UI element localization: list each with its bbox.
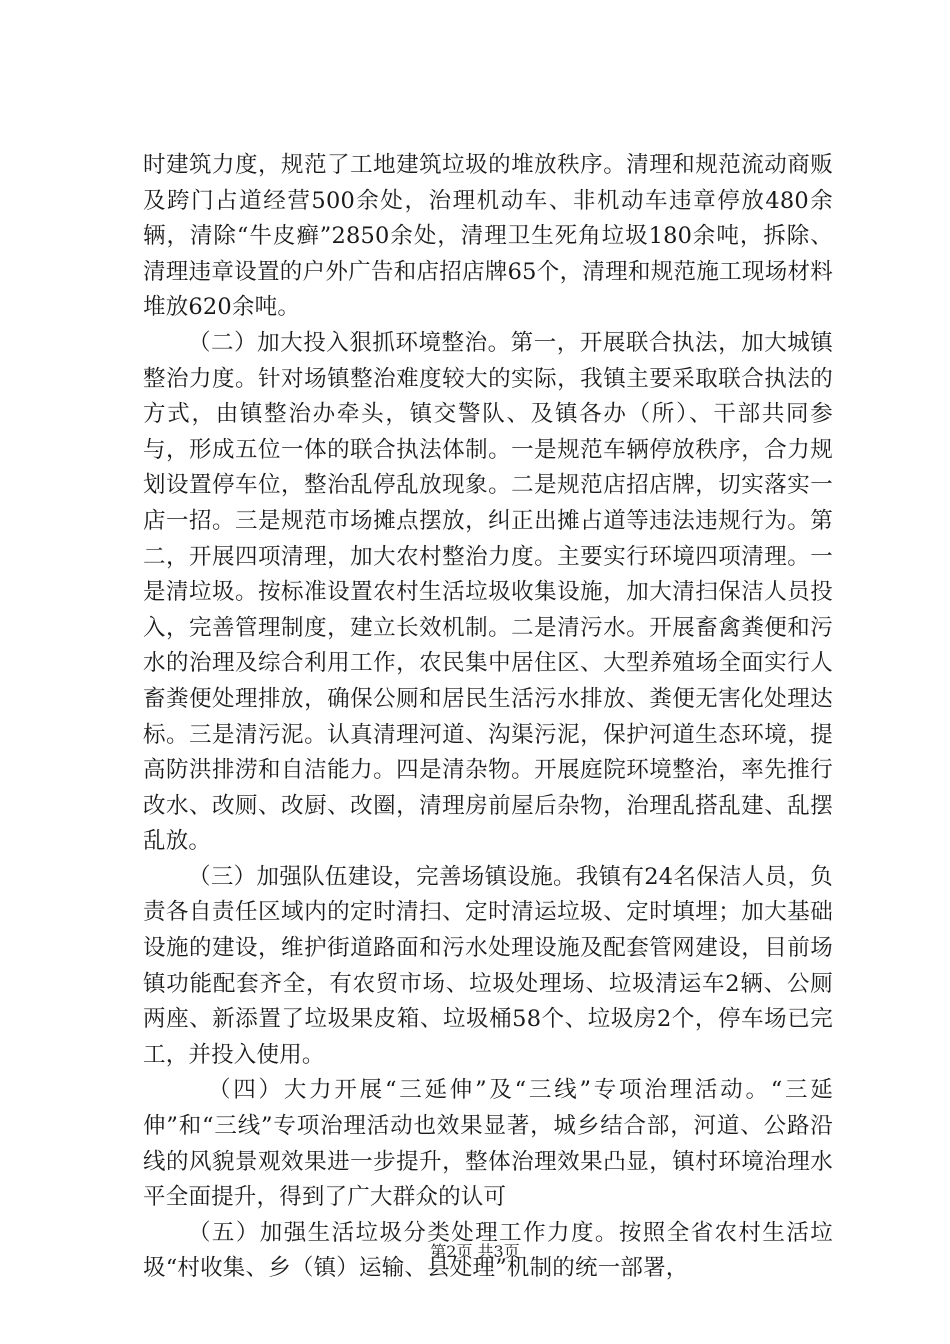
paragraph-section-5: （五）加强生活垃圾分类处理工作力度。按照全省农村生活垃圾“村收集、乡（镇）运输、县处理”机制的统一部署， [143, 1219, 833, 1282]
paragraph-section-4: （四）大力开展“三延伸”及“三线”专项治理活动。“三延伸”和“三线”专项治理活动也效果显著，城乡结合部，河道、公路沿线的风貌景观效果进一步提升，整体治理效果凸显，镇村环境治理水平全面提升，得到了广大群众的认可 [143, 1077, 833, 1211]
paragraph-continuation: 时建筑力度，规范了工地建筑垃圾的堆放秩序。清理和规范流动商贩及跨门占道经营500余处，治理机动车、非机动车违章停放480余辆，清除“牛皮癣”2850余处，清理卫生死角垃圾180余吨，拆除、清理违章设置的户外广告和店招店牌65个，清理和规范施工现场材料堆放620余吨。 [143, 152, 833, 321]
paragraph-section-2: （二）加大投入狠抓环境整治。第一，开展联合执法，加大城镇整治力度。针对场镇整治难度较大的实际，我镇主要采取联合执法的方式，由镇整治办牵头，镇交警队、及镇各办（所）、干部共同参与，形成五位一体的联合执法体制。一是规范车辆停放秩序，合力规划设置停车位，整治乱停乱放现象。二是规范店招店牌，切实落实一店一招。三是规范市场摊点摆放，纠正出摊占道等违法违规行为。第二，开展四项清理，加大农村整治力度。主要实行环境四项清理。一是清垃圾。按标准设置农村生活垃圾收集设施，加大清扫保洁人员投入，完善管理制度，建立长效机制。二是清污水。开展畜禽粪便和污水的治理及综合利用工作，农民集中居住区、大型养殖场全面实行人畜粪便处理排放，确保公厕和居民生活污水排放、粪便无害化处理达标。三是清污泥。认真清理河道、沟渠污泥，保护河道生态环境，提高防洪排涝和自洁能力。四是清杂物。开展庭院环境整治，率先推行改水、改厕、改厨、改圈，清理房前屋后杂物，治理乱搭乱建、乱摆乱放。 [143, 329, 833, 855]
page-number-footer: 第2页 共3页 [430, 1242, 520, 1261]
paragraph-section-3: （三）加强队伍建设，完善场镇设施。我镇有24名保洁人员，负责各自责任区域内的定时清扫、定时清运垃圾、定时填埋；加大基础设施的建设，维护街道路面和污水处理设施及配套管网建设，目前场镇功能配套齐全，有农贸市场、垃圾处理场、垃圾清运车2辆、公厕两座、新添置了垃圾果皮箱、垃圾桶58个、垃圾房2个，停车场已完工，并投入使用。 [143, 863, 833, 1068]
document-body [143, 148, 833, 1287]
